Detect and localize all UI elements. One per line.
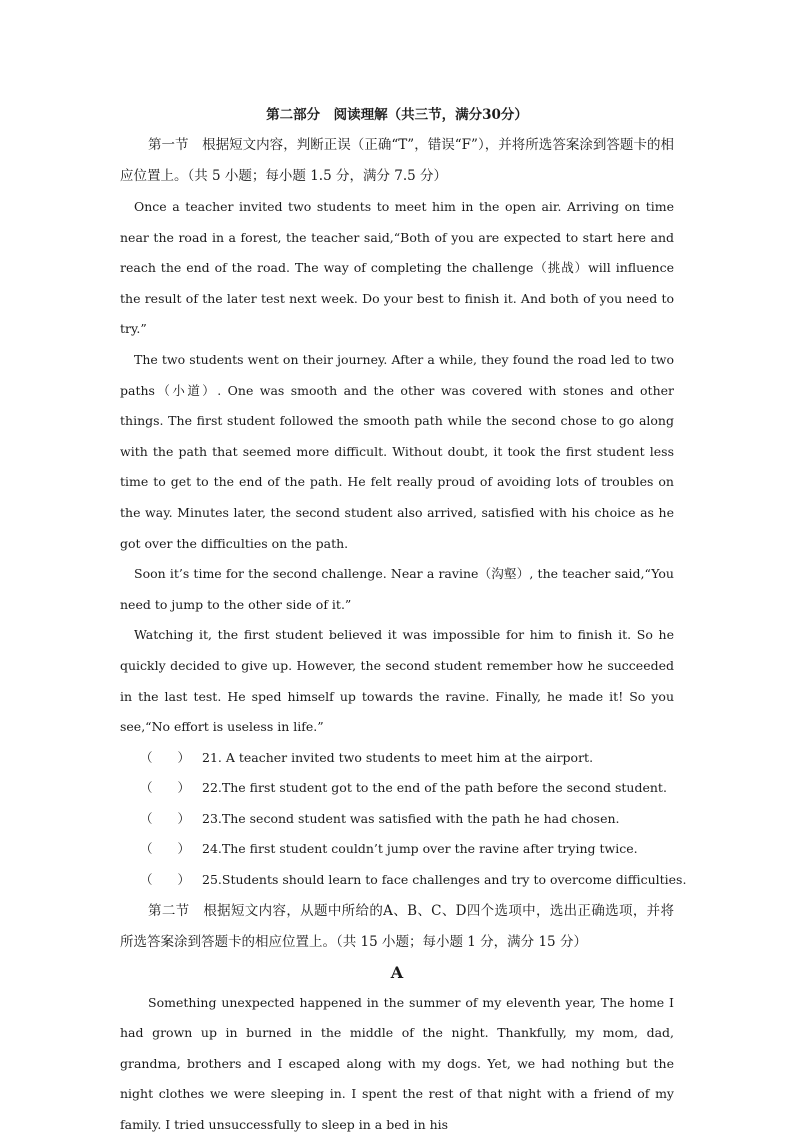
section-title: 第二部分 阅读理解（共三节，满分30分） (266, 107, 528, 123)
passage-paragraph-3: Soon it’s time for the second challenge. Near a ravine（沟壑）, the teacher said,“You need to jump to the other side of it.” (120, 566, 674, 612)
passage-paragraph-2: The two students went on their journey. After a while, they found the road led to two paths（小道）. One was smooth and the other was covered with stones and other things. The first student followed the smooth path while the second chose to go along with the path that seemed more difficult. Without doubt, it took the first student less time to get to the end of the path. He felt really proud of avoiding lots of troubles on the way. Minutes later, the second student also arrived, satisfied with his choice as he got over the difficulties on the path. (120, 351, 674, 551)
question-25 (120, 865, 687, 896)
passage-a-paragraph: Something unexpected happened in the summer of my eleventh year, The home I had grown up in burned in the middle of the night. Thankfully, my mom, dad, grandma, brothers and I escaped along with my dogs. Yet, we had nothing but the night clothes we were sleeping in. I spent the rest of that night with a friend of my family. I tried unsuccessfully to sleep in a bed in his (120, 994, 674, 1133)
part2-instruction: 第二节 根据短文内容，从题中所给的A、B、C、D四个选项中，选出正确选项，并将所选答案涂到答题卡的相应位置上。（共 15 小题；每小题 1 分，满分 15 分） (120, 902, 674, 950)
answer-blank[interactable]: （ ） (140, 780, 191, 796)
answer-blank[interactable]: （ ） (140, 810, 191, 826)
question-text: 22.The first student got to the end of the path before the second student. (202, 780, 667, 796)
question-text: 25.Students should learn to face challenges and try to overcome difficulties. (202, 872, 687, 888)
question-23 (120, 804, 674, 835)
question-21 (120, 743, 674, 774)
question-22 (120, 773, 674, 804)
part1-instruction: 第一节 根据短文内容，判断正误（正确“T”，错误“F”），并将所选答案涂到答题卡的相应位置上。（共 5 小题；每小题 1.5 分，满分 7.5 分） (120, 137, 674, 184)
answer-blank[interactable]: （ ） (140, 749, 191, 765)
passage-paragraph-1: Once a teacher invited two students to meet him in the open air. Arriving on time near the road in a forest, the teacher said,“Both of you are expected to start here and reach the end of the road. The way of completing the challenge（挑战）will influence the result of the later test next week. Do your best to finish it. And both of you need to try.” (120, 199, 674, 337)
passage-label: A (390, 962, 404, 982)
answer-blank[interactable]: （ ） (140, 872, 191, 888)
question-text: 23.The second student was satisfied with the path he had chosen. (202, 810, 620, 826)
question-text: 21. A teacher invited two students to meet him at the airport. (202, 749, 594, 765)
passage-paragraph-4: Watching it, the first student believed it was impossible for him to finish it. So he quickly decided to give up. However, the second student remember how he succeeded in the last test. He sped himself up towards the ravine. Finally, he made it! So you see,“No effort is useless in life.” (120, 627, 674, 735)
answer-blank[interactable]: （ ） (140, 841, 191, 857)
question-24 (120, 834, 674, 865)
exam-page (120, 100, 687, 1141)
question-text: 24.The first student couldn’t jump over the ravine after trying twice. (202, 841, 638, 857)
